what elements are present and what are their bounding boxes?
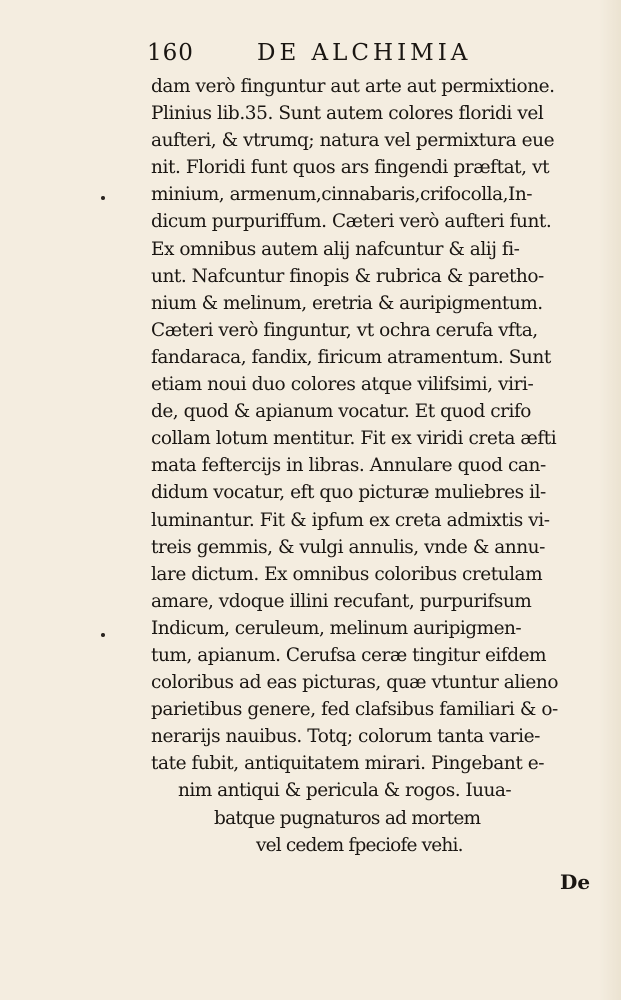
catchword: De [560,870,591,894]
text-line: mata feftercijs in libras. Annulare quod can- [151,455,546,477]
text-line: dam verò finguntur aut arte aut permixtione. [151,76,555,97]
text-line: aufteri, & vtrumq; natura vel permixtura eue [151,130,555,152]
text-line: etiam noui duo colores atque vilifsimi, viri- [151,374,534,396]
text-line: lare dictum. Ex omnibus coloribus cretulam [151,563,543,585]
body-text [151,73,591,859]
page-edge-shadow [599,0,621,1000]
text-line: dicum purpuriffum. Cæteri verò aufteri funt. [151,211,552,233]
text-line: luminantur. Fit & ipfum ex creta admixtis vi- [151,509,550,531]
text-line: Plinius lib.35. Sunt autem colores floridi vel [151,103,544,125]
text-line: Ex omnibus autem alij nafcuntur & alij fi- [151,238,520,260]
text-line: tate fubit, antiquitatem mirari. Pingebant e- [151,753,545,775]
text-line: batque pugnaturos ad mortem [214,807,481,829]
text-line: tum, apianum. Cerufsa ceræ tingitur eifdem [151,644,547,666]
text-line: fandaraca, fandix, firicum atramentum. Sunt [151,346,551,368]
page-header [147,40,567,76]
margin-mark [101,196,105,200]
text-line: nit. Floridi funt quos ars fingendi præftat, vt [151,157,550,179]
text-line: minium, armenum,cinnabaris,crifocolla,In- [151,184,533,206]
running-title: DE ALCHIMIA [257,40,472,66]
text-line: Indicum, ceruleum, melinum auripigmen- [151,617,522,639]
text-line: nim antiqui & pericula & rogos. Iuua- [178,780,512,802]
margin-mark [101,633,105,637]
text-line: vel cedem fpeciofe vehi. [256,834,463,856]
text-line: nium & melinum, eretria & auripigmentum. [151,292,543,314]
text-line: collam lotum mentitur. Fit ex viridi creta æfti [151,428,557,450]
text-line: parietibus genere, fed clafsibus familiari & o- [151,699,558,721]
text-line: unt. Nafcuntur finopis & rubrica & paretho- [151,265,544,287]
text-line: amare, vdoque illini recufant, purpurifsum [151,590,532,612]
text-line: treis gemmis, & vulgi annulis, vnde & annu- [151,536,545,558]
text-line: de, quod & apianum vocatur. Et quod crifo [151,401,531,423]
text-line: nerarijs nauibus. Totq; colorum tanta varie- [151,726,540,748]
text-line: didum vocatur, eft quo picturæ muliebres il- [151,482,546,504]
text-line: coloribus ad eas picturas, quæ vtuntur alieno [151,672,559,694]
text-line: Cæteri verò finguntur, vt ochra cerufa vfta, [151,319,538,341]
page-number: 160 [147,40,194,66]
